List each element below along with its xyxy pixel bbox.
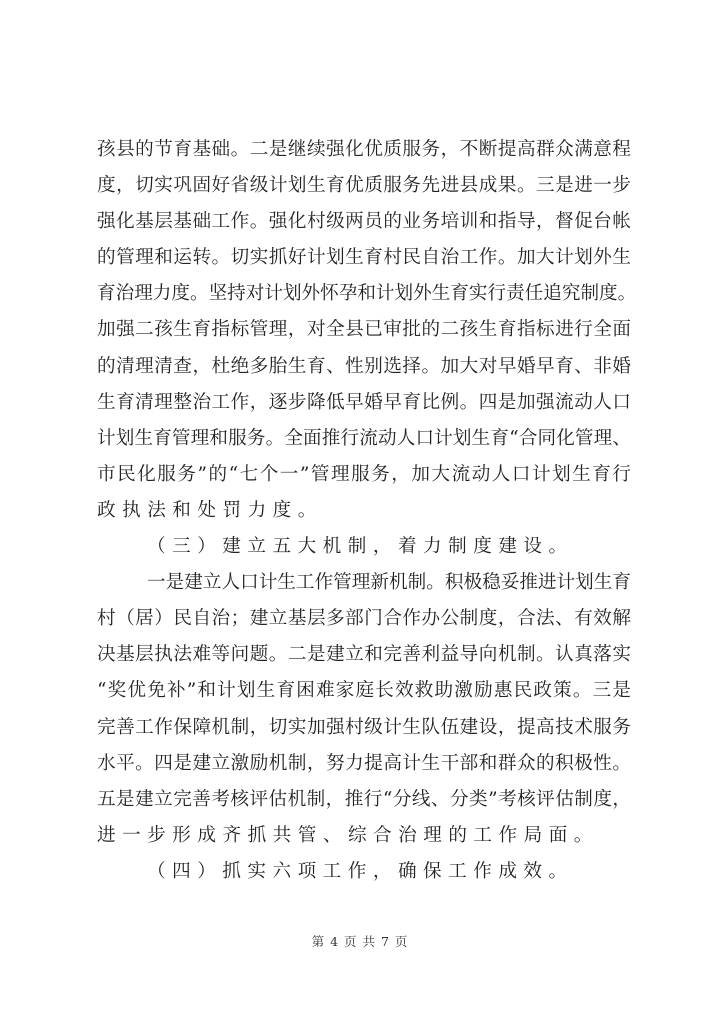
body-line: 完善工作保障机制，切实加强村级计生队伍建设，提高技术服务 [97, 716, 631, 738]
body-line: 决基层执法难等问题。二是建立和完善利益导向机制。认真落实 [97, 644, 631, 666]
body-line: “奖优免补”和计划生育困难家庭长效救助激励惠民政策。三是 [97, 680, 631, 702]
section-heading-3: （三）建立五大机制，着力制度建设。 [147, 536, 574, 558]
body-line: 度，切实巩固好省级计划生育优质服务先进县成果。三是进一步 [97, 175, 631, 197]
body-line: 市民化服务”的“七个一”管理服务，加大流动人口计划生育行 [97, 463, 631, 485]
body-line: 孩县的节育基础。二是继续强化优质服务，不断提高群众满意程 [97, 139, 631, 160]
section-heading-4: （四）抓实六项工作，确保工作成效。 [147, 860, 574, 882]
paragraph-first-line: 一是建立人口计生工作管理新机制。积极稳妥推进计划生育 [147, 572, 631, 594]
page-number-footer: 第 4 页 共 7 页 [311, 934, 409, 949]
body-line: 生育清理整治工作，逐步降低早婚早育比例。四是加强流动人口 [97, 391, 631, 413]
body-line: 村（居）民自治；建立基层多部门合作办公制度，合法、有效解 [97, 608, 631, 630]
body-line: 育治理力度。坚持对计划外怀孕和计划外生育实行责任追究制度。 [97, 283, 637, 305]
body-line: 水平。四是建立激励机制，努力提高计生干部和群众的积极性。 [97, 752, 631, 774]
body-line: 计划生育管理和服务。全面推行流动人口计划生育“合同化管理、 [97, 427, 631, 449]
body-line: 的管理和运转。切实抓好计划生育村民自治工作。加大计划外生 [97, 247, 631, 269]
body-line-last: 政执法和处罚力度。 [97, 499, 323, 521]
body-line: 五是建立完善考核评估机制，推行“分线、分类”考核评估制度， [97, 788, 631, 810]
body-line: 加强二孩生育指标管理，对全县已审批的二孩生育指标进行全面 [97, 319, 631, 341]
body-line-last: 进一步形成齐抓共管、综合治理的工作局面。 [97, 824, 599, 846]
document-body [97, 132, 637, 890]
body-line: 强化基层基础工作。强化村级两员的业务培训和指导，督促台帐 [97, 211, 631, 233]
body-line: 的清理清查，杜绝多胎生育、性别选择。加大对早婚早育、非婚 [97, 355, 631, 377]
